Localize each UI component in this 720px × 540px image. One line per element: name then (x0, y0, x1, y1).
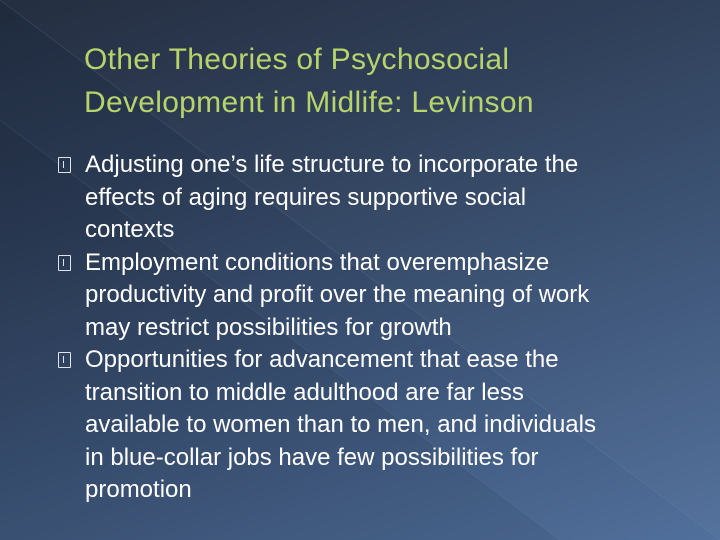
bullet-line: in blue-collar jobs have few possibilities for (85, 443, 539, 471)
bullet-line: available to women than to men, and individuals (85, 411, 596, 438)
bullet-line: may restrict possibilities for growth (85, 313, 452, 341)
bullet-item (58, 344, 708, 507)
bullet-line: effects of aging requires supportive social (85, 183, 527, 211)
bullet-line: Opportunities for advancement that ease the (85, 346, 559, 373)
missing-glyph-box-icon (58, 352, 71, 368)
bullet-line: promotion (85, 476, 192, 503)
missing-glyph-box-icon (58, 255, 71, 271)
bullet-item (58, 247, 708, 345)
bullet-line: Adjusting one’s life structure to incorporate the (85, 151, 579, 178)
missing-glyph-box-icon (58, 157, 71, 173)
bullet-line: contexts (85, 216, 175, 243)
bullet-line: transition to middle adulthood are far less (85, 378, 524, 406)
slide-title (84, 38, 684, 124)
bullet-line: Employment conditions that overemphasize (85, 248, 550, 276)
bullet-item (58, 149, 708, 247)
bullet-list (58, 149, 708, 507)
bullet-line: productivity and profit over the meaning of work (85, 281, 590, 308)
title-line: Other Theories of Psychosocial (84, 43, 510, 76)
title-line: Development in Midlife: Levinson (84, 86, 534, 119)
